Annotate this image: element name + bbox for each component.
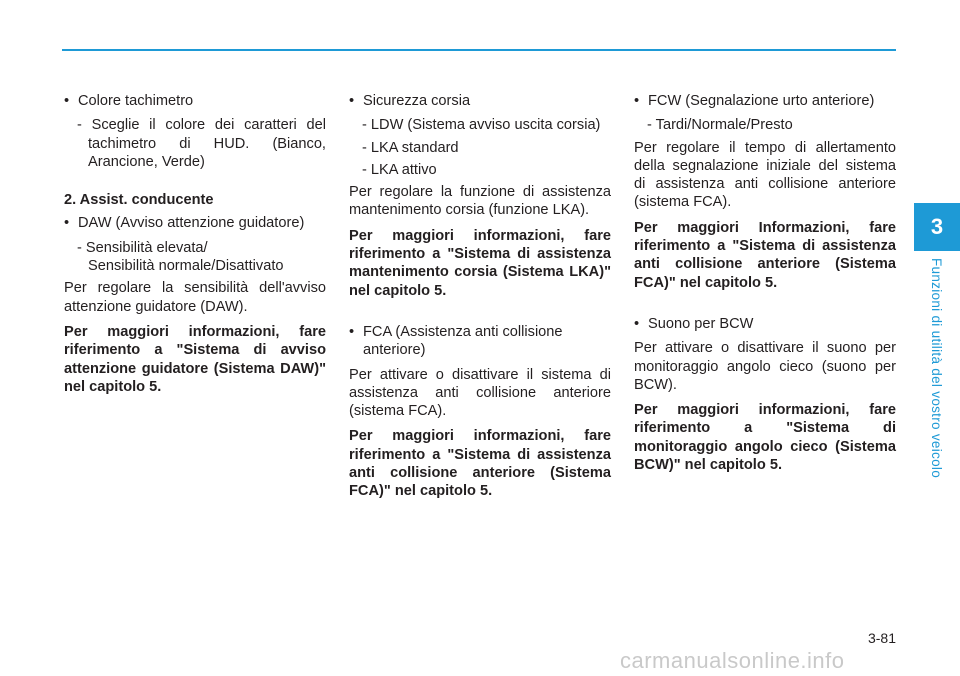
section-heading: 2. Assist. conducente <box>64 192 214 209</box>
bullet-icon: • <box>64 215 70 232</box>
list-item-text: Colore tachimetro <box>78 93 194 109</box>
paragraph: Per attivare o disattivare il sistema di assistenza anti collisione anteriore (sistema FCA). <box>349 366 611 420</box>
header-rule <box>62 49 896 51</box>
reference-paragraph: Per maggiori informazioni, fare riferimento a "Sistema di monitoraggio angolo cieco (Sistema BCW)" nel capitolo 5. <box>634 402 896 474</box>
list-item-text: DAW (Avviso attenzione guidatore) <box>78 215 305 232</box>
sub-item: - LKA standard <box>362 139 459 156</box>
list-item-text: Suono per BCW <box>648 315 754 332</box>
reference-paragraph: Per maggiori Informazioni, fare riferimento a "Sistema di assistenza anti collisione anteriore (Sistema FCA)" nel capitolo 5. <box>634 219 896 291</box>
side-chapter-title: Funzioni di utilità del vostro veicolo <box>929 258 944 479</box>
watermark-text: carmanualsonline.info <box>620 648 845 673</box>
sub-item: - Sceglie il colore dei caratteri del tachimetro di HUD. (Bianco, Arancione, Verde) <box>77 117 326 170</box>
list-item <box>64 92 326 110</box>
bullet-icon: • <box>64 93 70 109</box>
column-3 <box>634 92 896 481</box>
column-2 <box>349 92 611 508</box>
reference-paragraph: Per maggiori informazioni, fare riferimento a "Sistema di assistenza anti collisione anteriore (Sistema FCA)" nel capitolo 5. <box>349 428 611 500</box>
list-item-text: FCW (Segnalazione urto anteriore) <box>648 93 875 109</box>
list-item <box>634 92 896 110</box>
list-item <box>64 214 326 232</box>
list-item <box>349 323 611 360</box>
sub-item: - Sensibilità elevata/ <box>77 239 208 256</box>
paragraph: Per attivare o disattivare il suono per monitoraggio angolo cieco (suono per BCW). <box>634 340 896 393</box>
paragraph: Per regolare il tempo di allertamento della segnalazione iniziale del sistema di assistenza anti collisione anteriore (sistema FCA). <box>634 139 896 211</box>
sub-item: Sensibilità normale/Disattivato <box>88 258 284 275</box>
bullet-icon: • <box>349 323 355 340</box>
sub-item: - LDW (Sistema avviso uscita corsia) <box>362 117 601 134</box>
bullet-icon: • <box>349 93 355 109</box>
page-number: 3-81 <box>867 630 896 646</box>
bullet-icon: • <box>634 93 640 109</box>
sub-item: - LKA attivo <box>362 161 437 178</box>
reference-paragraph: Per maggiori informazioni, fare riferimento a "Sistema di assistenza mantenimento corsia (Sistema LKA)" nel capitolo 5. <box>349 227 611 299</box>
chapter-tab: 3 <box>914 203 960 251</box>
reference-paragraph: Per maggiori informazioni, fare riferimento a "Sistema di avviso attenzione guidatore (Sistema DAW)" nel capitolo 5. <box>64 323 326 395</box>
list-item <box>349 92 611 110</box>
sub-item: - Tardi/Normale/Presto <box>647 117 793 134</box>
list-item-text: Sicurezza corsia <box>363 93 471 109</box>
column-1 <box>64 92 326 403</box>
paragraph: Per regolare la funzione di assistenza mantenimento corsia (funzione LKA). <box>349 184 611 219</box>
paragraph: Per regolare la sensibilità dell'avviso attenzione guidatore (DAW). <box>64 280 326 315</box>
list-item <box>634 315 896 333</box>
list-item-text: FCA (Assistenza anti collisione anteriore) <box>363 323 563 359</box>
bullet-icon: • <box>634 315 640 332</box>
